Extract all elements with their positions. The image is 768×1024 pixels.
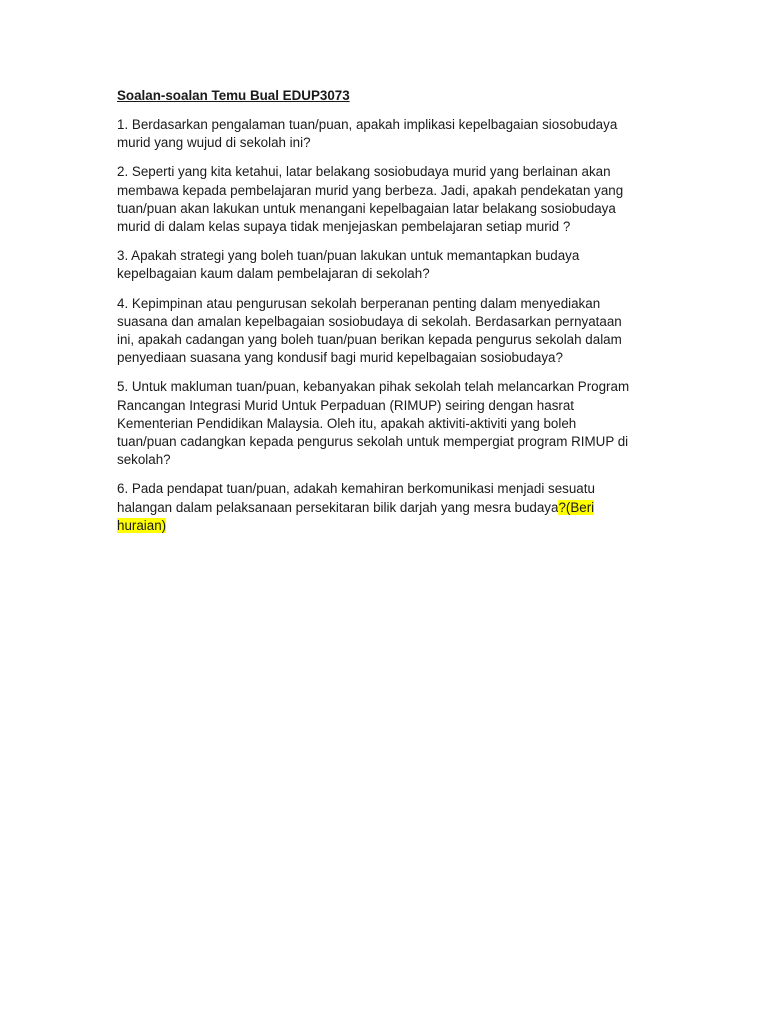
document-title: Soalan-soalan Temu Bual EDUP3073 [117, 88, 350, 103]
question-6 [117, 480, 638, 535]
question-3: 3. Apakah strategi yang boleh tuan/puan lakukan untuk memantapkan budaya kepelbagaian kaum dalam pembelajaran di sekolah? [117, 248, 580, 282]
question-6-text: 6. Pada pendapat tuan/puan, adakah kemahiran berkomunikasi menjadi sesuatu halangan dalam pelaksanaan persekitaran bilik darjah yang mesra budaya [117, 481, 595, 515]
question-2: 2. Seperti yang kita ketahui, latar belakang sosiobudaya murid yang berlainan akan membawa kepada pembelajaran murid yang berbeza. Jadi, apakah pendekatan yang tuan/puan akan lakukan untuk menangani kepelbagaian latar belakang sosiobudaya murid di dalam kelas supaya tidak menjejaskan pembelajaran setiap murid ? [117, 164, 624, 235]
question-5: 5. Untuk makluman tuan/puan, kebanyakan pihak sekolah telah melancarkan Program Rancangan Integrasi Murid Untuk Perpaduan (RIMUP) seiring dengan hasrat Kementerian Pendidikan Malaysia. Oleh itu, apakah aktiviti-aktiviti yang boleh tuan/puan cadangkan kepada pengurus sekolah untuk mempergiat program RIMUP di sekolah? [117, 379, 630, 468]
question-6-highlight: ?(Beri huraian) [117, 499, 595, 533]
question-4: 4. Kepimpinan atau pengurusan sekolah berperanan penting dalam menyediakan suasana dan amalan kepelbagaian sosiobudaya di sekolah. Berdasarkan pernyataan ini, apakah cadangan yang boleh tuan/puan berikan kepada pengurus sekolah dalam penyediaan suasana yang kondusif bagi murid kepelbagaian sosiobudaya? [117, 295, 622, 366]
question-1: 1. Berdasarkan pengalaman tuan/puan, apakah implikasi kepelbagaian siosobudaya murid yang wujud di sekolah ini? [117, 117, 618, 151]
